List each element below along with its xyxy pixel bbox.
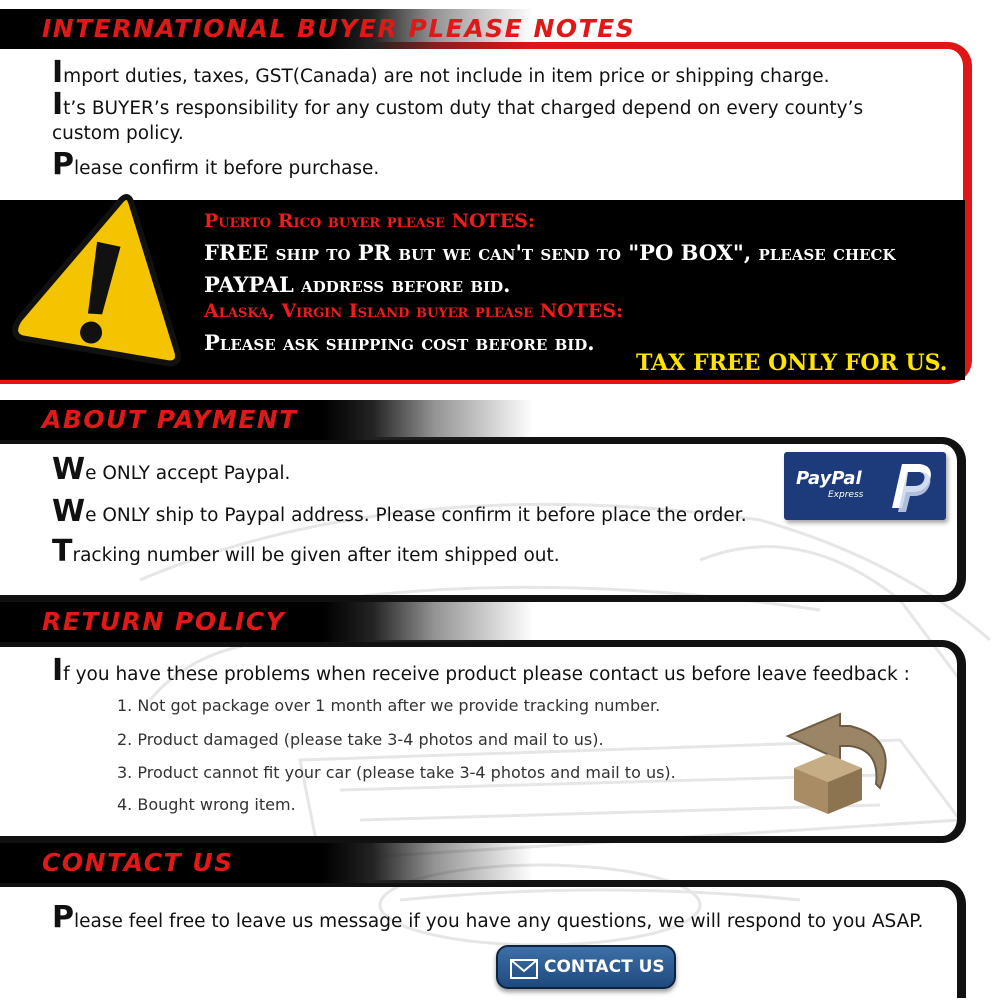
ak-notice-title: Alaska, Virgin Island buyer please NOTES: xyxy=(204,300,624,322)
tax-free-note: TAX FREE ONLY FOR US. xyxy=(636,350,948,376)
payment-line-1: We ONLY accept Paypal. xyxy=(52,452,291,487)
payment-line-3: Tracking number will be given after item shipped out. xyxy=(52,534,560,569)
return-item: 1. Not got package over 1 month after we provide tracking number. xyxy=(117,696,661,715)
payment-header xyxy=(0,400,620,440)
paypal-p-icon xyxy=(880,458,936,514)
return-box-icon xyxy=(780,698,900,818)
international-line-2: It’s BUYER’s responsibility for any custom duty that charged depend on every county’s custom policy. xyxy=(52,87,864,144)
return-header xyxy=(0,602,620,642)
return-item: 4. Bought wrong item. xyxy=(117,795,296,814)
pr-notice-line-2: PAYPAL address before bid. xyxy=(204,272,511,297)
payment-heading: ABOUT PAYMENT xyxy=(42,405,298,434)
return-intro: If you have these problems when receive product please contact us before leave feedback : xyxy=(52,653,910,688)
warning-icon xyxy=(8,186,198,382)
international-header xyxy=(0,9,636,49)
contact-panel xyxy=(0,880,966,998)
return-item: 2. Product damaged (please take 3-4 photos and mail to us). xyxy=(117,730,604,749)
envelope-icon xyxy=(510,959,538,979)
contact-header xyxy=(0,843,620,883)
ak-notice-line: Please ask shipping cost before bid. xyxy=(204,330,595,355)
contact-heading: CONTACT US xyxy=(42,848,234,877)
payment-line-2: We ONLY ship to Paypal address. Please confirm it before place the order. xyxy=(52,494,747,529)
return-item: 3. Product cannot fit your car (please take 3-4 photos and mail to us). xyxy=(117,763,676,782)
contact-us-button-label: CONTACT US xyxy=(544,957,665,977)
international-line-1: Import duties, taxes, GST(Canada) are not include in item price or shipping charge. xyxy=(52,55,830,90)
contact-us-button[interactable] xyxy=(496,945,676,989)
pr-notice-line-1: FREE ship to PR but we can't send to "PO BOX", please check xyxy=(204,240,896,265)
contact-line: Please feel free to leave us message if you have any questions, we will respond to you ASAP. xyxy=(52,900,924,935)
paypal-express-logo: PayPal Express xyxy=(784,452,946,520)
return-heading: RETURN POLICY xyxy=(42,607,286,636)
pr-notice-title: Puerto Rico buyer please NOTES: xyxy=(204,210,535,232)
international-heading: INTERNATIONAL BUYER PLEASE NOTES xyxy=(42,14,636,43)
international-line-3: Please confirm it before purchase. xyxy=(52,147,380,182)
